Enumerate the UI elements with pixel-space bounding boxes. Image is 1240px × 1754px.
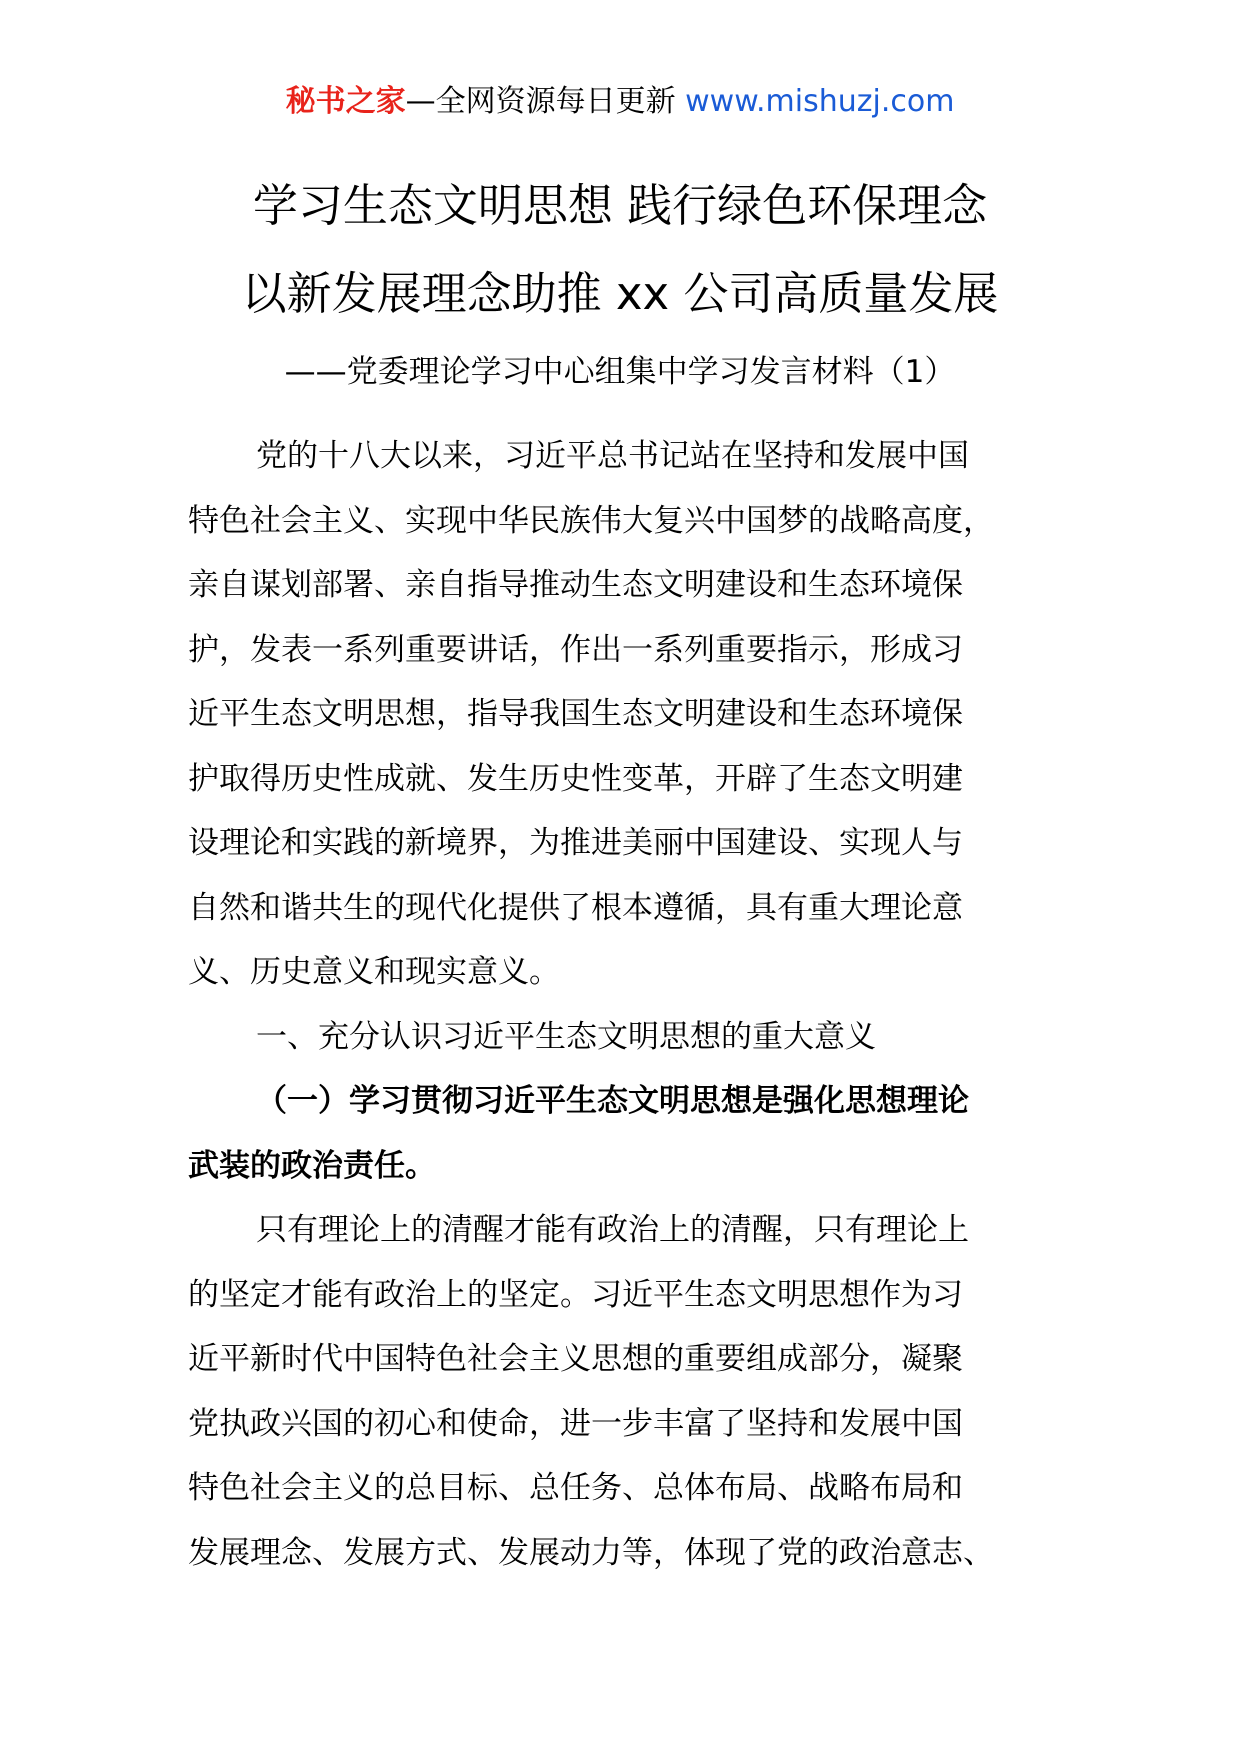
text-line: 武装的政治责任。 xyxy=(188,1147,436,1184)
site-url-link[interactable]: www.mishuzj.com xyxy=(685,84,955,119)
text-line: 发展理念、发展方式、发展动力等，体现了党的政治意志、 xyxy=(188,1534,994,1571)
text-line: 自然和谐共生的现代化提供了根本遵循，具有重大理论意 xyxy=(188,889,963,926)
text-line: 近平新时代中国特色社会主义思想的重要组成部分，凝聚 xyxy=(188,1341,963,1377)
text-line: 亲自谋划部署、亲自指导推动生态文明建设和生态环境保 xyxy=(188,567,963,603)
section-heading: 一、充分认识习近平生态文明思想的重大意义 xyxy=(256,1018,876,1055)
document-title-line2: 以新发展理念助推 xx 公司高质量发展 xyxy=(241,267,999,320)
text-line: 近平生态文明思想，指导我国生态文明建设和生态环境保 xyxy=(188,696,963,732)
text-line: 义、历史意义和现实意义。 xyxy=(188,954,560,990)
site-header xyxy=(0,82,1240,122)
document-subtitle: ——党委理论学习中心组集中学习发言材料（1） xyxy=(284,354,956,390)
text-line: 特色社会主义的总目标、总任务、总体布局、战略布局和 xyxy=(188,1470,963,1506)
subsection-heading xyxy=(188,1069,1048,1198)
text-line: 党执政兴国的初心和使命，进一步丰富了坚持和发展中国 xyxy=(188,1405,963,1442)
text-line: （一）学习贯彻习近平生态文明思想是强化思想理论 xyxy=(256,1083,969,1119)
document-title-line1: 学习生态文明思想 践行绿色环保理念 xyxy=(252,179,988,232)
header-tagline: —全网资源每日更新 xyxy=(405,84,676,119)
text-line: 护，发表一系列重要讲话，作出一系列重要指示，形成习 xyxy=(188,631,963,668)
brand-name: 秘书之家 xyxy=(285,84,406,119)
text-line: 的坚定才能有政治上的坚定。习近平生态文明思想作为习 xyxy=(188,1276,963,1313)
paragraph-body xyxy=(188,1198,1048,1585)
paragraph-intro xyxy=(188,424,1048,1005)
text-line: 设理论和实践的新境界，为推进美丽中国建设、实现人与 xyxy=(188,825,963,861)
text-line: 特色社会主义、实现中华民族伟大复兴中国梦的战略高度， xyxy=(188,502,994,539)
text-line: 只有理论上的清醒才能有政治上的清醒，只有理论上 xyxy=(256,1212,969,1248)
text-line: 护取得历史性成就、发生历史性变革，开辟了生态文明建 xyxy=(188,760,963,797)
document-body xyxy=(188,424,1048,1585)
text-line: 党的十八大以来，习近平总书记站在坚持和发展中国 xyxy=(256,438,969,474)
